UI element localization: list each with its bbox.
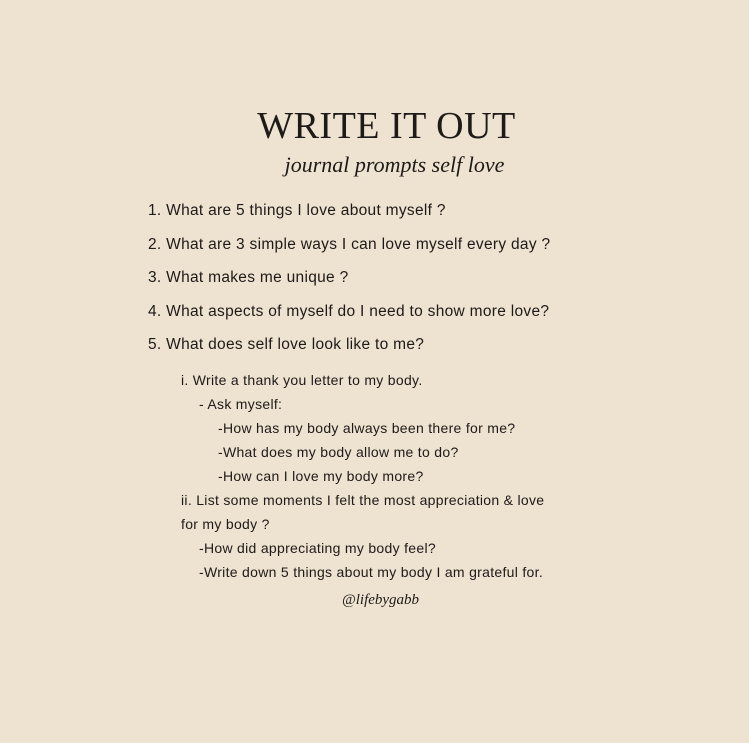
- sub-prompt-ii-heading-line-2: for my body ?: [181, 516, 270, 532]
- ask-myself-label: - Ask myself:: [199, 396, 283, 412]
- prompt-item-4: 4. What aspects of myself do I need to show more love?: [148, 302, 550, 320]
- sub-prompt-i-heading: i. Write a thank you letter to my body.: [181, 372, 423, 388]
- ask-question-3: -How can I love my body more?: [218, 468, 424, 484]
- sub-prompt-ii-heading-line-1: ii. List some moments I felt the most appreciation & love: [181, 492, 545, 508]
- ii-question-2: -Write down 5 things about my body I am grateful for.: [199, 564, 544, 580]
- prompt-item-2: 2. What are 3 simple ways I can love myself every day ?: [148, 235, 551, 253]
- ask-question-2: -What does my body allow me to do?: [218, 444, 459, 460]
- author-handle: @lifebygabb: [341, 592, 420, 608]
- prompt-list: [148, 196, 550, 364]
- ask-question-1: -How has my body always been there for me?: [218, 420, 516, 436]
- prompt-item-1: 1. What are 5 things I love about myself ?: [148, 202, 446, 219]
- prompt-item-3: 3. What makes me unique ?: [148, 269, 349, 287]
- page-subtitle: journal prompts self love: [284, 152, 505, 177]
- page-title: WRITE IT OUT: [257, 105, 516, 147]
- ii-question-1: -How did appreciating my body feel?: [199, 540, 436, 556]
- prompt-item-5: 5. What does self love look like to me?: [148, 336, 425, 354]
